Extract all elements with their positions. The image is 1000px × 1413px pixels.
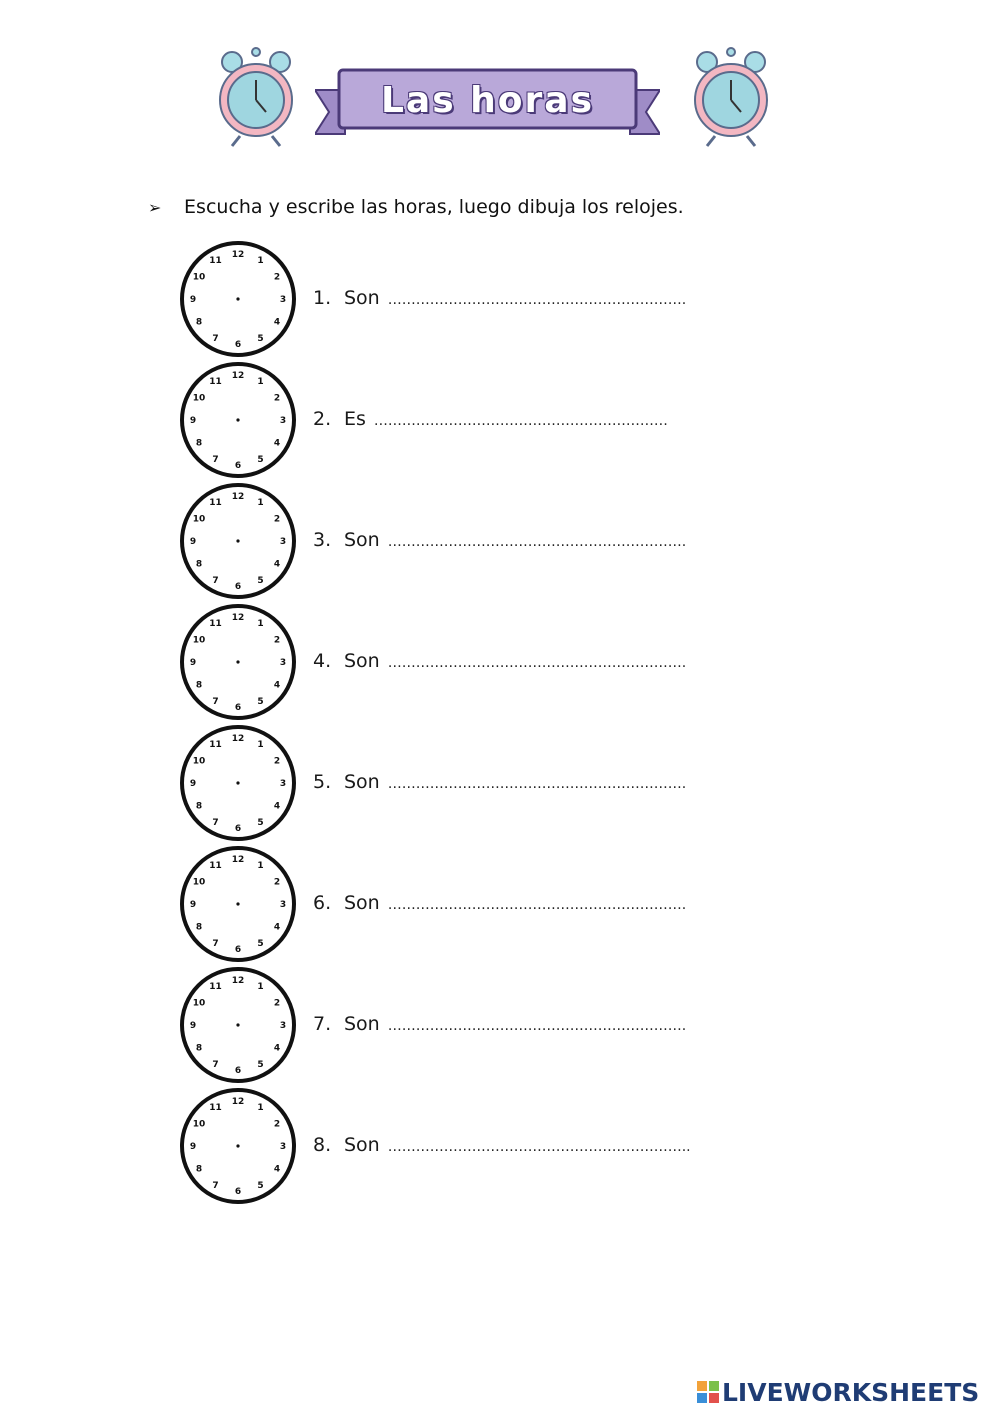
clock-number: 8 (195, 559, 203, 570)
item-prompt-word: Son (344, 529, 380, 551)
answer-blank[interactable]: ………………………………………………………. (387, 776, 687, 792)
clock-number: 6 (234, 945, 242, 955)
clock-number: 2 (273, 635, 281, 646)
clock-number: 4 (273, 559, 281, 570)
clock-number: 5 (257, 1060, 264, 1070)
blank-clock-face[interactable] (178, 723, 298, 843)
clock-number: 7 (212, 576, 219, 586)
clock-number: 9 (189, 779, 197, 789)
answer-line (313, 771, 686, 793)
answer-line (313, 408, 668, 430)
answer-blank[interactable]: ………………………………………………………. (387, 897, 687, 913)
item-number: 6. (313, 892, 332, 914)
blank-clock-face[interactable] (178, 239, 298, 359)
answer-blank[interactable]: ………………………………………………………. (387, 1018, 687, 1034)
item-prompt-word: Son (344, 287, 380, 309)
clock-number: 5 (257, 334, 264, 344)
clock-center-dot (236, 418, 239, 421)
clock-number: 8 (195, 1164, 203, 1175)
clock-number: 9 (189, 900, 197, 910)
clock-number: 11 (209, 256, 222, 266)
clock-number: 5 (257, 697, 264, 707)
clock-number: 4 (273, 1043, 281, 1054)
blank-clock-face[interactable] (178, 965, 298, 1085)
answer-blank[interactable]: ……………………………………………………….. (387, 1139, 691, 1155)
clock-center-dot (236, 1023, 239, 1026)
clock-number: 6 (234, 824, 242, 834)
answer-line (313, 1134, 691, 1156)
clock-number: 4 (273, 1164, 281, 1175)
clock-number: 7 (212, 1060, 219, 1070)
blank-clock-face[interactable] (178, 481, 298, 601)
item-number: 7. (313, 1013, 332, 1035)
clock-number: 4 (273, 680, 281, 691)
item-prompt-word: Son (344, 650, 380, 672)
clock-number: 5 (257, 455, 264, 465)
clock-number: 10 (192, 272, 206, 283)
clock-number: 12 (231, 613, 245, 623)
clock-number: 1 (257, 740, 264, 750)
clock-center-dot (236, 781, 239, 784)
clock-number: 9 (189, 295, 197, 305)
alarm-clock-icon (685, 40, 777, 150)
clock-number: 6 (234, 582, 242, 592)
clock-number: 4 (273, 317, 281, 328)
item-number: 4. (313, 650, 332, 672)
clock-number: 11 (209, 1103, 222, 1113)
clock-number: 12 (231, 371, 245, 381)
clock-number: 1 (257, 619, 264, 629)
clock-number: 2 (273, 1119, 281, 1130)
clock-center-dot (236, 1144, 239, 1147)
blank-clock-face[interactable] (178, 602, 298, 722)
answer-blank[interactable]: ……………………………………………………… (373, 413, 668, 429)
clock-number: 6 (234, 340, 242, 350)
item-prompt-word: Es (344, 408, 366, 430)
clock-number: 8 (195, 1043, 203, 1054)
item-prompt-word: Son (344, 1013, 380, 1035)
clock-center-dot (236, 660, 239, 663)
item-number: 5. (313, 771, 332, 793)
clock-number: 7 (212, 939, 219, 949)
clock-number: 7 (212, 697, 219, 707)
item-number: 2. (313, 408, 332, 430)
clock-center-dot (236, 902, 239, 905)
clock-number: 4 (273, 801, 281, 812)
clock-number: 4 (273, 438, 281, 449)
clock-number: 12 (231, 734, 245, 744)
clock-number: 2 (273, 998, 281, 1009)
blank-clock-face[interactable] (178, 844, 298, 964)
clock-number: 12 (231, 855, 245, 865)
clock-number: 6 (234, 1066, 242, 1076)
clock-number: 6 (234, 461, 242, 471)
item-number: 1. (313, 287, 332, 309)
clock-number: 2 (273, 877, 281, 888)
answer-line (313, 287, 686, 309)
page-title: Las horas (380, 80, 595, 121)
clock-number: 3 (279, 779, 287, 789)
instruction-text: Escucha y escribe las horas, luego dibuja los relojes. (184, 196, 684, 218)
answer-blank[interactable]: ………………………………………………………. (387, 292, 687, 308)
instruction-line (148, 196, 684, 218)
clock-number: 11 (209, 740, 222, 750)
clock-number: 9 (189, 1142, 197, 1152)
clock-number: 1 (257, 1103, 264, 1113)
clock-number: 8 (195, 922, 203, 933)
footer-brand (697, 1377, 979, 1407)
clock-number: 9 (189, 1021, 197, 1031)
clock-number: 3 (279, 1142, 287, 1152)
clock-number: 10 (192, 393, 206, 404)
blank-clock-face[interactable] (178, 1086, 298, 1206)
blank-clock-face[interactable] (178, 360, 298, 480)
clock-number: 2 (273, 756, 281, 767)
answer-blank[interactable]: ………………………………………………………. (387, 534, 687, 550)
clock-number: 1 (257, 377, 264, 387)
clock-number: 1 (257, 256, 264, 266)
clock-center-dot (236, 297, 239, 300)
clock-number: 10 (192, 998, 206, 1009)
clock-number: 10 (192, 877, 206, 888)
clock-number: 3 (279, 416, 287, 426)
clock-number: 9 (189, 658, 197, 668)
clock-number: 2 (273, 514, 281, 525)
clock-number: 12 (231, 250, 245, 260)
clock-number: 5 (257, 576, 264, 586)
clock-number: 11 (209, 377, 222, 387)
brand-name: LIVEWORKSHEETS (722, 1377, 980, 1407)
clock-number: 8 (195, 801, 203, 812)
answer-line (313, 650, 686, 672)
clock-number: 10 (192, 1119, 206, 1130)
answer-blank[interactable]: ………………………………………………………. (387, 655, 687, 671)
clock-number: 12 (231, 492, 245, 502)
item-prompt-word: Son (344, 1134, 380, 1156)
clock-number: 11 (209, 619, 222, 629)
clock-number: 6 (234, 1187, 242, 1197)
clock-number: 9 (189, 416, 197, 426)
clock-number: 1 (257, 982, 264, 992)
clock-number: 2 (273, 272, 281, 283)
clock-number: 7 (212, 1181, 219, 1191)
clock-number: 5 (257, 818, 264, 828)
clock-number: 3 (279, 900, 287, 910)
clock-number: 1 (257, 861, 264, 871)
clock-number: 10 (192, 756, 206, 767)
item-number: 3. (313, 529, 332, 551)
clock-number: 11 (209, 861, 222, 871)
clock-number: 4 (273, 922, 281, 933)
arrow-bullet-icon: ➢ (148, 198, 162, 217)
clock-number: 11 (209, 498, 222, 508)
clock-number: 12 (231, 1097, 245, 1107)
clock-center-dot (236, 539, 239, 542)
clock-number: 3 (279, 1021, 287, 1031)
liveworksheets-logo-icon (697, 1381, 719, 1403)
worksheet-header (205, 40, 785, 165)
clock-number: 8 (195, 317, 203, 328)
clock-number: 3 (279, 537, 287, 547)
clock-number: 5 (257, 939, 264, 949)
clock-number: 7 (212, 818, 219, 828)
item-prompt-word: Son (344, 892, 380, 914)
item-number: 8. (313, 1134, 332, 1156)
clock-number: 10 (192, 635, 206, 646)
clock-number: 2 (273, 393, 281, 404)
clock-number: 10 (192, 514, 206, 525)
item-prompt-word: Son (344, 771, 380, 793)
answer-line (313, 529, 686, 551)
clock-number: 8 (195, 680, 203, 691)
clock-number: 11 (209, 982, 222, 992)
clock-number: 7 (212, 334, 219, 344)
clock-number: 6 (234, 703, 242, 713)
clock-number: 1 (257, 498, 264, 508)
clock-number: 5 (257, 1181, 264, 1191)
clock-number: 9 (189, 537, 197, 547)
alarm-clock-icon (210, 40, 302, 150)
clock-number: 12 (231, 976, 245, 986)
clock-number: 3 (279, 658, 287, 668)
answer-line (313, 1013, 686, 1035)
answer-line (313, 892, 686, 914)
clock-number: 8 (195, 438, 203, 449)
clock-number: 3 (279, 295, 287, 305)
clock-number: 7 (212, 455, 219, 465)
